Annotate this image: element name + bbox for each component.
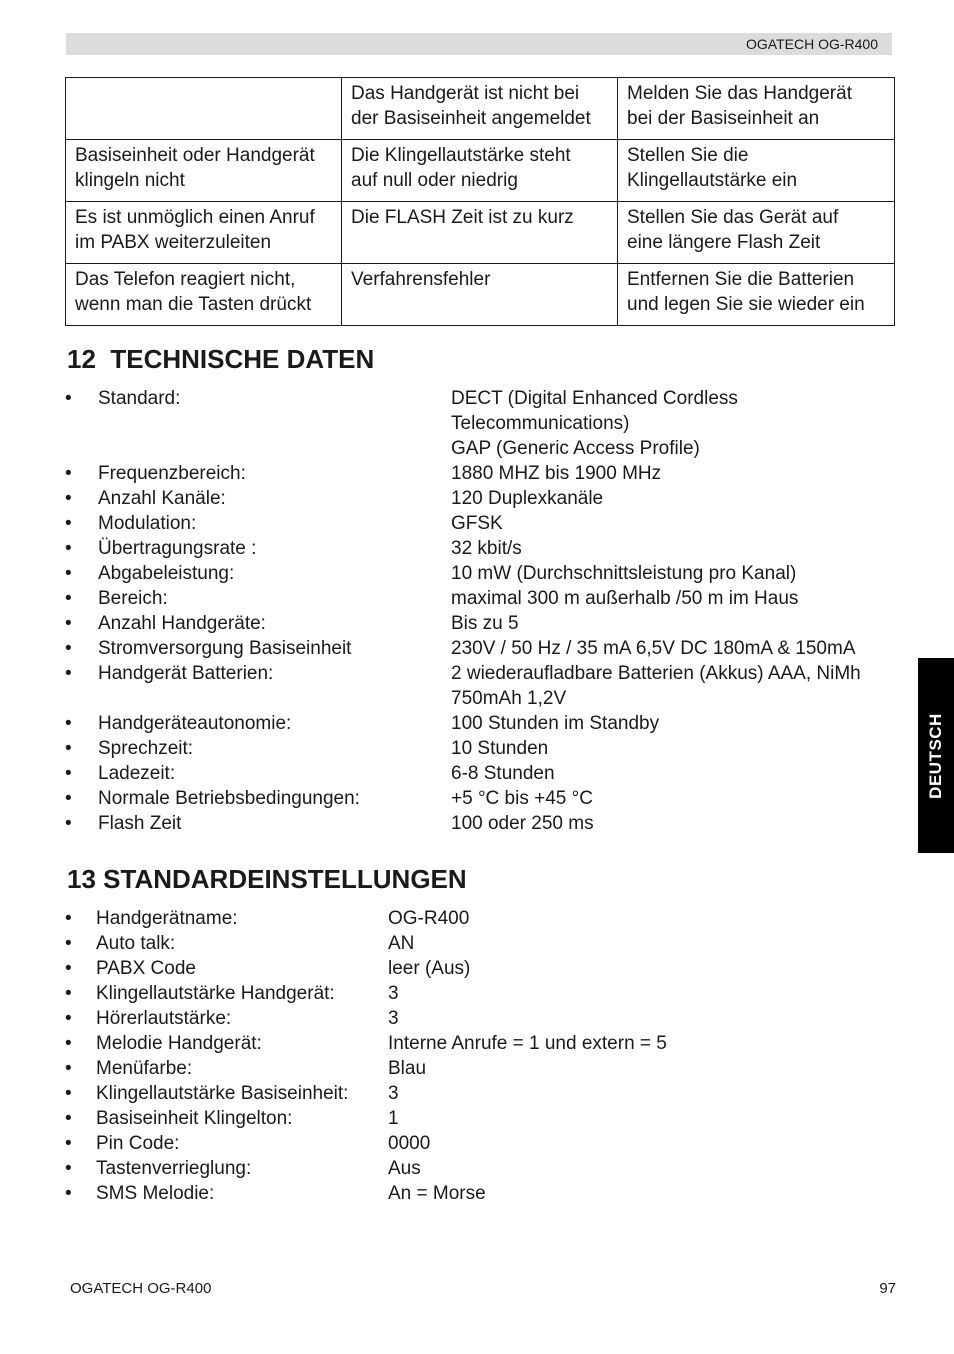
side-tab-label: DEUTSCH [926, 712, 945, 799]
table-row [66, 264, 895, 326]
list-item [65, 761, 905, 786]
table-row [66, 140, 895, 202]
bullet: • [65, 713, 72, 734]
header-bar [66, 33, 892, 55]
item-label: Ladezeit: [98, 763, 176, 784]
table-row [66, 78, 895, 140]
item-label: Handgerätname: [96, 908, 238, 929]
list-item [65, 931, 905, 956]
list-item [65, 736, 905, 761]
item-label: Basiseinheit Klingelton: [96, 1108, 293, 1129]
item-label: Hörerlautstärke: [96, 1008, 232, 1029]
item-value: GFSK [451, 513, 503, 534]
item-label: Sprechzeit: [98, 738, 194, 759]
item-value: 120 Duplexkanäle [451, 488, 604, 509]
item-label: Klingellautstärke Handgerät: [96, 983, 335, 1004]
footer-title: OGATECH OG-R400 [70, 1280, 212, 1297]
language-side-tab [918, 658, 954, 853]
bullet: • [65, 513, 72, 534]
item-label: Handgeräteautonomie: [98, 713, 292, 734]
item-value: 10 mW (Durchschnittsleistung pro Kanal) [451, 563, 797, 584]
item-value: 0000 [388, 1133, 431, 1154]
item-value: 100 Stunden im Standby [451, 713, 660, 734]
item-value: OG-R400 [388, 908, 470, 929]
bullet: • [65, 1133, 72, 1154]
list-item [65, 1081, 905, 1106]
item-value: maximal 300 m außerhalb /50 m im Haus [451, 588, 799, 609]
item-label: Menüfarbe: [96, 1058, 193, 1079]
bullet: • [65, 538, 72, 559]
bullet: • [65, 1058, 72, 1079]
list-item [65, 711, 905, 736]
technical-data-list [65, 386, 905, 836]
bullet: • [65, 638, 72, 659]
bullet: • [65, 663, 72, 684]
list-item [65, 611, 905, 636]
item-label: Handgerät Batterien: [98, 663, 274, 684]
item-value: 3 [388, 983, 399, 1004]
list-item [65, 536, 905, 561]
bullet: • [65, 488, 72, 509]
item-value: leer (Aus) [388, 958, 471, 979]
header-title: OGATECH OG-R400 [746, 36, 878, 52]
table-cell: Es ist unmöglich einen Anruf im PABX weiterzuleiten [66, 202, 342, 264]
bullet: • [65, 1183, 72, 1204]
bullet: • [65, 983, 72, 1004]
item-label: Normale Betriebsbedingungen: [98, 788, 360, 809]
list-item [65, 956, 905, 981]
bullet: • [65, 908, 72, 929]
table-cell [66, 78, 342, 140]
table-cell: Stellen Sie das Gerät auf eine längere Flash Zeit [618, 202, 895, 264]
item-label: Anzahl Kanäle: [98, 488, 226, 509]
list-item [65, 386, 905, 461]
item-label: Anzahl Handgeräte: [98, 613, 266, 634]
item-label: Klingellautstärke Basiseinheit: [96, 1083, 349, 1104]
item-value: 3 [388, 1083, 399, 1104]
list-item [65, 461, 905, 486]
table-cell: Das Telefon reagiert nicht, wenn man die Tasten drückt [66, 264, 342, 326]
item-value: Aus [388, 1158, 421, 1179]
list-item [65, 1106, 905, 1131]
list-item [65, 1156, 905, 1181]
item-value: Bis zu 5 [451, 613, 519, 634]
bullet: • [65, 763, 72, 784]
table-cell: Das Handgerät ist nicht bei der Basiseinheit angemeldet [342, 78, 618, 140]
list-item [65, 1056, 905, 1081]
bullet: • [65, 813, 72, 834]
item-label: Bereich: [98, 588, 168, 609]
item-label: Modulation: [98, 513, 197, 534]
list-item [65, 1006, 905, 1031]
item-label: Standard: [98, 388, 181, 409]
table-cell: Melden Sie das Handgerät bei der Basiseinheit an [618, 78, 895, 140]
list-item [65, 981, 905, 1006]
item-value: 1 [388, 1108, 399, 1129]
item-label: Auto talk: [96, 933, 176, 954]
item-label: Pin Code: [96, 1133, 180, 1154]
table-cell: Stellen Sie die Klingellautstärke ein [618, 140, 895, 202]
list-item [65, 906, 905, 931]
list-item [65, 1181, 905, 1206]
item-label: Flash Zeit [98, 813, 182, 834]
item-value: 6-8 Stunden [451, 763, 555, 784]
list-item [65, 561, 905, 586]
item-value: An = Morse [388, 1183, 486, 1204]
bullet: • [65, 1108, 72, 1129]
bullet: • [65, 958, 72, 979]
list-item [65, 1131, 905, 1156]
list-item [65, 1031, 905, 1056]
item-label: Tastenverrieglung: [96, 1158, 252, 1179]
bullet: • [65, 613, 72, 634]
item-value: 2 wiederaufladbare Batterien (Akkus) AAA, NiMh 750mAh 1,2V [451, 663, 861, 709]
item-label: Stromversorgung Basiseinheit [98, 638, 352, 659]
bullet: • [65, 738, 72, 759]
item-label: Übertragungsrate : [98, 538, 257, 559]
bullet: • [65, 1083, 72, 1104]
item-value: 100 oder 250 ms [451, 813, 594, 834]
default-settings-list [65, 906, 905, 1206]
item-label: Abgabeleistung: [98, 563, 235, 584]
page-number: 97 [879, 1280, 896, 1297]
bullet: • [65, 463, 72, 484]
list-item [65, 486, 905, 511]
section-13-title: 13 STANDARDEINSTELLUNGEN [67, 864, 467, 894]
table-cell: Verfahrensfehler [342, 264, 618, 326]
bullet: • [65, 1008, 72, 1029]
item-label: PABX Code [96, 958, 196, 979]
item-value: DECT (Digital Enhanced Cordless Telecommunications) GAP (Generic Access Profile) [451, 388, 738, 459]
bullet: • [65, 1033, 72, 1054]
table-cell: Basiseinheit oder Handgerät klingeln nicht [66, 140, 342, 202]
item-value: +5 °C bis +45 °C [451, 788, 593, 809]
item-label: SMS Melodie: [96, 1183, 215, 1204]
bullet: • [65, 588, 72, 609]
item-value: Interne Anrufe = 1 und extern = 5 [388, 1033, 667, 1054]
bullet: • [65, 933, 72, 954]
table-cell: Die FLASH Zeit ist zu kurz [342, 202, 618, 264]
item-value: AN [388, 933, 415, 954]
item-label: Melodie Handgerät: [96, 1033, 262, 1054]
troubleshooting-table [65, 77, 895, 326]
section-12-title: 12 TECHNISCHE DATEN [67, 344, 375, 374]
item-label: Frequenzbereich: [98, 463, 246, 484]
list-item [65, 811, 905, 836]
item-value: 10 Stunden [451, 738, 549, 759]
item-value: 1880 MHZ bis 1900 MHz [451, 463, 662, 484]
item-value: 32 kbit/s [451, 538, 522, 559]
table-cell: Entfernen Sie die Batterien und legen Sie sie wieder ein [618, 264, 895, 326]
list-item [65, 661, 905, 711]
bullet: • [65, 563, 72, 584]
bullet: • [65, 388, 72, 409]
bullet: • [65, 788, 72, 809]
list-item [65, 786, 905, 811]
table-cell: Die Klingellautstärke steht auf null oder niedrig [342, 140, 618, 202]
list-item [65, 636, 905, 661]
item-value: 230V / 50 Hz / 35 mA 6,5V DC 180mA & 150mA [451, 638, 856, 659]
bullet: • [65, 1158, 72, 1179]
list-item [65, 586, 905, 611]
list-item [65, 511, 905, 536]
item-value: Blau [388, 1058, 427, 1079]
item-value: 3 [388, 1008, 399, 1029]
table-row [66, 202, 895, 264]
